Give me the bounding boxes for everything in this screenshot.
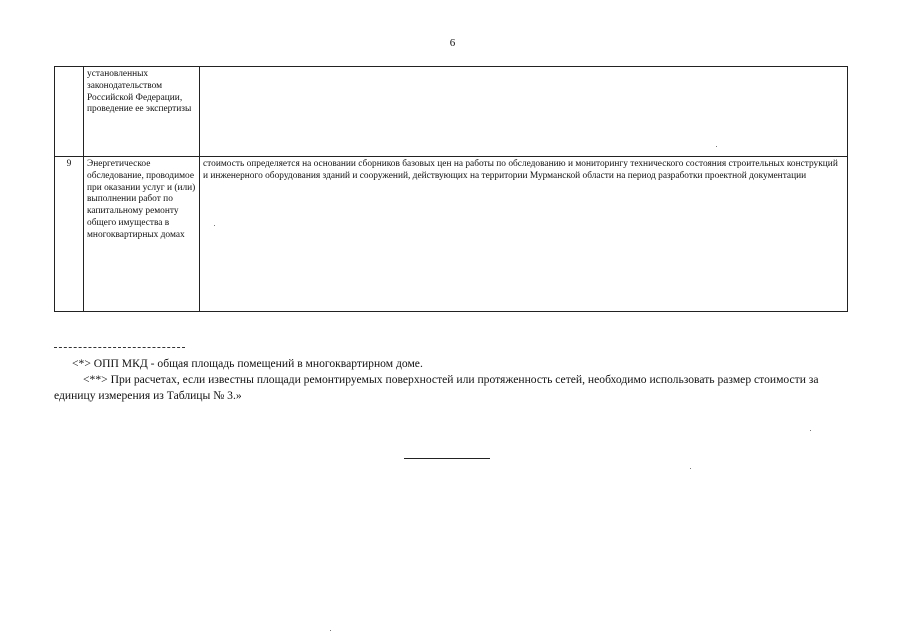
footnote-2: <**> При расчетах, если известны площади ремонтируемых поверхностей или протяженность сетей, необходимо использовать размер стоимости за единицу измерения из Таблицы № 3.» (54, 373, 819, 402)
work-name-cell: установленных законодательством Российской Федерации, проведение ее экспертизы (84, 67, 200, 157)
scan-speck (716, 146, 717, 147)
work-name-cell: Энергетическое обследование, проводимое при оказании услуг и (или) выполнении работ по капитальному ремонту общего имущества в многоквартирных домах (84, 157, 200, 312)
description-cell (200, 67, 848, 157)
table-row (55, 67, 848, 157)
row-number-cell (55, 67, 84, 157)
row-number-cell: 9 (55, 157, 84, 312)
scan-speck (690, 468, 691, 469)
scan-speck (214, 225, 215, 226)
page-number: 6 (449, 37, 456, 49)
footnote-1: <*> ОПП МКД - общая площадь помещений в многоквартирном доме. (72, 357, 423, 370)
footnotes (54, 356, 854, 404)
pricing-table (54, 66, 848, 312)
scan-speck (330, 630, 331, 631)
description-cell: стоимость определяется на основании сборников базовых цен на работы по обследованию и мониторингу технического состояния строительных конструкций и инженерного оборудования зданий и сооружений, действующих на территории Мурманской области на период разработки проектной документации (200, 157, 848, 312)
table-row (55, 157, 848, 312)
footnote-separator (54, 347, 185, 348)
scan-speck (810, 430, 811, 431)
end-of-document-line (404, 458, 490, 459)
